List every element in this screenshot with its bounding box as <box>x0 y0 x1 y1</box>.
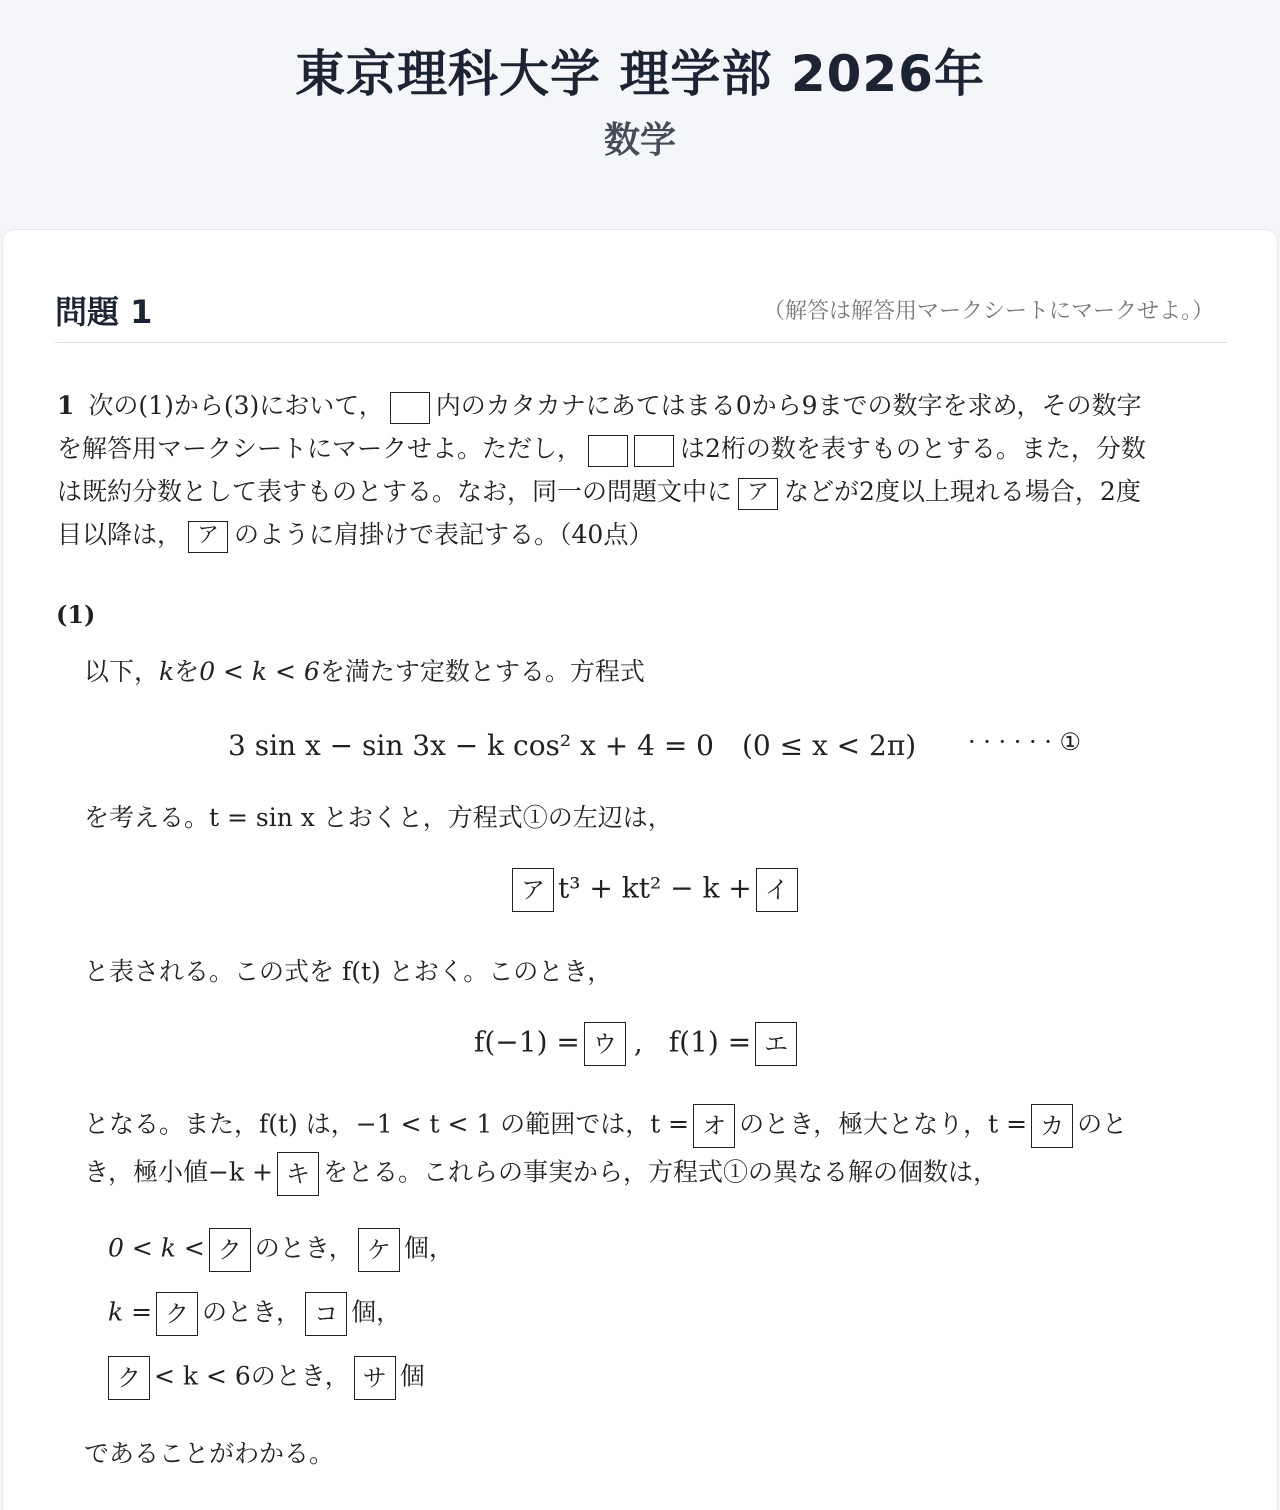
answer-box-ku: ク <box>108 1356 150 1400</box>
answer-box-sa: サ <box>354 1356 396 1400</box>
equation-3 <box>474 1022 801 1066</box>
text: < k < 6のとき， <box>154 1361 350 1391</box>
intro-text: などが2度以上現れる場合，2度 <box>784 477 1141 506</box>
answer-box-a: ア <box>512 868 554 912</box>
intro-line-3 <box>57 470 1227 513</box>
equation-2-text: t³ + kt² − k + <box>558 871 752 905</box>
answer-note: （解答は解答用マークシートにマークせよ。） <box>762 299 1214 324</box>
text: のとき， <box>202 1297 302 1327</box>
divider <box>55 342 1227 343</box>
answer-box-a: ア <box>738 478 778 510</box>
text: を満たす定数とする。方程式 <box>319 657 645 686</box>
statement-4 <box>84 1104 1127 1148</box>
math-cond: 0 < k < 6 <box>199 657 320 686</box>
answer-box-ko: コ <box>305 1292 347 1336</box>
intro-paragraph <box>57 384 1227 556</box>
equation-2 <box>508 868 802 912</box>
statement-3: と表される。この式を f(t) とおく。このとき， <box>84 957 613 986</box>
blank-box <box>390 392 430 424</box>
comma: , <box>633 1025 643 1059</box>
intro-text: を解答用マークシートにマークせよ。ただし， <box>57 434 583 463</box>
question-heading: 問題 1 <box>55 293 153 331</box>
answer-box-ku: ク <box>156 1292 198 1336</box>
part-label: (1) <box>56 600 96 629</box>
question-number: 1 <box>57 391 75 420</box>
blank-box <box>634 435 674 467</box>
answer-box-ka: カ <box>1031 1104 1073 1148</box>
answer-box-ku: ク <box>209 1228 251 1272</box>
intro-text: 次の(1)から(3)において， <box>88 391 384 420</box>
text: 個， <box>403 1233 454 1263</box>
statement-end: であることがわかる。 <box>84 1439 335 1468</box>
text: き，極小値−k + <box>84 1157 273 1187</box>
math: 0 < k < <box>108 1233 205 1263</box>
case-2 <box>108 1292 401 1336</box>
intro-text: 目以降は， <box>57 520 183 549</box>
statement-5 <box>84 1152 998 1196</box>
math: k = <box>108 1297 153 1327</box>
statement-2: を考える。t = sin x とおくと，方程式①の左辺は， <box>84 803 673 832</box>
text: 個 <box>399 1361 425 1391</box>
equation-1: 3 sin x − sin 3x − k cos² x + 4 = 0 (0 ≤ x < 2π) <box>228 729 917 762</box>
blank-box <box>588 435 628 467</box>
intro-text: は既約分数として表すものとする。なお，同一の問題文中に <box>57 477 733 506</box>
answer-box-i: イ <box>756 868 798 912</box>
answer-box-o: オ <box>693 1104 735 1148</box>
intro-line-2 <box>57 427 1227 470</box>
answer-box-ke: ケ <box>358 1228 400 1272</box>
case-1 <box>108 1228 454 1272</box>
text: のとき， <box>254 1233 354 1263</box>
statement-1 <box>84 652 645 688</box>
intro-text: 内のカタカナにあてはまる0から9までの数字を求め，その数字 <box>435 391 1142 420</box>
text: をとる。これらの事実から，方程式①の異なる解の個数は， <box>323 1157 999 1187</box>
answer-box-e: エ <box>755 1022 797 1066</box>
math-var: k <box>159 657 175 686</box>
case-3 <box>104 1356 425 1400</box>
intro-text: は2桁の数を表すものとする。また，分数 <box>680 434 1146 463</box>
text: のと <box>1077 1109 1128 1139</box>
answer-box-a: ア <box>188 521 228 553</box>
subject-title: 数学 <box>603 120 676 161</box>
text: 個， <box>351 1297 402 1327</box>
intro-text: のように肩掛けで表記する。（40点） <box>234 520 654 549</box>
eq3-text: f(1) = <box>668 1025 752 1059</box>
intro-line-4 <box>57 513 1227 556</box>
equation-tag: · · · · · · ① <box>968 728 1082 756</box>
eq3-text: f(−1) = <box>474 1025 580 1059</box>
text: を <box>174 657 200 686</box>
text: のとき，極大となり，t = <box>739 1109 1028 1139</box>
text: 以下， <box>84 657 160 686</box>
answer-box-ki: キ <box>277 1152 319 1196</box>
exam-title: 東京理科大学 理学部 2026年 <box>295 45 985 103</box>
page-header <box>0 0 1280 228</box>
answer-box-u: ウ <box>584 1022 626 1066</box>
text: となる。また，f(t) は，−1 < t < 1 の範囲では，t = <box>84 1109 690 1139</box>
intro-line-1 <box>57 384 1227 427</box>
